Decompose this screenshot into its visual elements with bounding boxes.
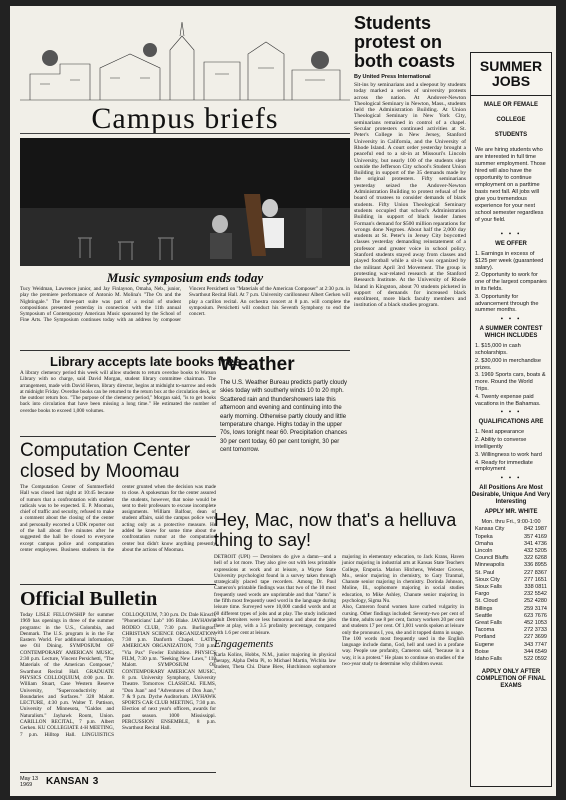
footer-paper-name: KANSAN — [46, 776, 89, 787]
summer-jobs-title: SUMMER JOBS — [471, 53, 551, 96]
city-row — [475, 613, 547, 620]
city-name: Tacoma — [475, 627, 495, 634]
musicians-photo-illustration — [20, 138, 350, 266]
city-phone: 623 7676 — [524, 612, 547, 619]
separator-dots: • • • — [500, 474, 522, 483]
city-phone: 344 6549 — [524, 648, 547, 655]
city-phone: 232 5542 — [524, 591, 547, 598]
summer-jobs-sub1: MALE OR FEMALE — [484, 102, 538, 108]
official-bulletin-body: Today LISLE FELLOWSHIP for summer 1969 has openings in three of the summer programs: in the U.S., Colombia, and Denmark. The U.S. program is in the Far Eastern World. For additional information, see Oil Dining. SYMPOSIUM OF CONTEMPORARY AMERICAN MUSIC, 2:30 p.m. Lecture, Vincent Persichetti, "The Materials of the American Composer," Swarthout Recital Hall. GRADUATE PHYSICS COLLOQUIUM, 4:00 p.m. Dr. William Stuart, Case Western Reserve University, "Superconductivity at Boundaries and Surfaces." 328 Malott. LECTURE, 4:30 p.m. Walter T. Pattison, University of Minnesota, "Galdos and Naturalism." Jayhawk Room, Union. CARILLON RECITAL, 7 p.m. Albert Gerken. KU COLLEGIATE 4-H MEETING, 7 p.m. Hilltop Hall. LINGUISTICS COLLOQUIUM, 7:30 p.m. Dr. Dale Kinsch, "Phoneticians' Lab" 106 Blake. JAYHAWK RODEO CLUB, 7:30 p.m. Burlington. CHRISTIAN SCIENCE ORGANIZATION, 7:30 p.m. Danforth Chapel. LATIN AMERICAN ORGANIZATION, 7:30 p.m. "Via Pax" Fowler Exhibition. PHYSICS FILM, 7:30 p.m. "Seeking New Laws," 118 Malott. SYMPOSIUM OF CONTEMPORARY AMERICAN MUSIC, 8 p.m. University Symphony, University Theatre. Tomorrow CLASSICAL FILMS, "Don Juan" and "Adventures of Don Juan," 7 & 9 p.m. Dyche Auditorium. JAYHAWK SPORTS CAR CLUB MEETING, 7:30 p.m. Election of next year's officers, awards for past season. 1000 Mississippi. PERCUSSION ENSEMBLE, 8 p.m. Swarthout Recital Hall. — [20, 612, 216, 738]
city-row — [475, 562, 547, 569]
summer-jobs-sub3: STUDENTS — [494, 132, 528, 138]
weather-body: The U.S. Weather Bureau predicts partly cloudy skies today with southerly winds 10 to 20 mph. Scattered rain and thundershowers late this afternoon and evening and continuing into the early morning. Otherwise partly cloudy and little temperature change. Highs today in the upper 70s, lows tonight near 60. Precipitation chances 30 per cent today, 60 per cent tonight, 30 per cent tomorrow. — [220, 380, 348, 454]
city-name: Eugene — [475, 641, 494, 648]
protest-body: Sit-ins by seminarians and a sleepout by students today marked a series of university protests across the nation. At Andover-Newton Theological Seminary in Newton, Mass., students held the Administration Building. At Union Theological Seminary in New York City, seminarians remained in control of a chapel. Secular protesters continued activities at St. Peter's College in New Jersey, Stanford University in California, and the University of Rhode Island. A court order yesterday brought a peaceful end to a sit-in at Missouri's Lincoln University, but nearly 100 of the students slept outside the Jefferson City school's Student Union Building in support of the 35 demands made by the original protesters. Fifty seminarians yesterday seized the Andover-Newton Administration Building to protest refusal of the board of trustees to consider demands of black students. Fifty Union Theological Seminary students occupied that school's Administration Building in support of black leader James Forman's demand for $500 million reparations for wrongs done Negroes. About half the 2,000 day students at St. Peter's in Jersey City boycotted classes yesterday demanding reinstatement of a professor and greater voice in school policy. Stanford students stayed away from classes and played football while a sit-in was organized by the militant April 3rd Movement. The group is protesting war-related research at the Stanford Research Institute. At the University of Rhode Island in Kingston, about 70 students picketed in support of demands for increased black enrollment, more black faculty members and institution of a black studies program. — [354, 82, 466, 309]
separator-dots: • • • — [500, 230, 522, 238]
city-name: Lincoln — [475, 547, 493, 554]
city-name: Omaha — [475, 540, 494, 547]
qualifications-list — [471, 429, 551, 473]
footer-date: May 13 1969 — [20, 775, 39, 788]
city-name: St. Cloud — [475, 598, 498, 605]
city-name: Billings — [475, 605, 493, 612]
we-offer-heading: WE OFFER — [495, 241, 527, 247]
city-phone: 277 1651 — [524, 576, 547, 583]
city-row — [475, 534, 547, 541]
campus-illustration — [20, 14, 350, 134]
offer-list — [471, 251, 551, 314]
city-name: Kansas City — [475, 526, 505, 533]
list-item: 4. Twenty expense paid vacations in the Bahamas. — [475, 393, 541, 407]
list-item: 3. Opportunity for advancement through the summer months. — [475, 293, 539, 314]
list-item: 1. $15,000 in cash scholarships. — [475, 343, 521, 356]
city-phone: 842 1987 — [524, 526, 547, 533]
city-row — [475, 642, 547, 649]
city-name: Seattle — [475, 612, 493, 619]
protest-headline: Students protest on both coasts — [354, 13, 456, 71]
library-article-body: A library clemency period this week will allow students to return overdue books to Watson Library with no charge, said David Morgan, student library committee chairman. The arrangement, made with David Heron, library director, begins at midnight to-narrow and ends at midnight Friday. Overdue books can be returned to the return box at the circulation desk, or the outdoor return box. "The purpose of the clemency period," Morgan said, "is to get books back into circulation that have been missing a long time." He estimated the number of overdue books to exceed 1,000 volumes. — [20, 370, 216, 414]
music-article-body: Tucy Weidman, Lawrence junior, and Jay Finlayson, Omaha, Neb., junior, play the premiere performance of Antonio M. Molina's "The Ox and the Nightingale." The three-part suite was part of a recital of student compositions presented yesterday in connection with the 11th annual Symposium of Contemporary American Music sponsored by the School of Fine Arts. The Symposium continues today with an address by composer Vincent Persichetti on "Materials of the American Composer" at 2:30 p.m. in Swarthout Recital Hall. At 7 p.m. University carillonneur Albert Gerken will play a carillon recital. An orchestra concert at 8 p.m. will complete the symposium. Persichetti will conduct his Seventh Symphony to end the concert. — [20, 286, 350, 324]
city-phone: 252 4280 — [524, 598, 547, 605]
list-item: 2. Ability to converse intelligently — [475, 437, 527, 450]
city-row — [475, 541, 547, 548]
divider — [20, 350, 350, 351]
divider — [20, 436, 216, 437]
city-name: Boise — [475, 648, 489, 655]
footer-page-number: 3 — [92, 776, 99, 787]
city-name: Portland — [475, 634, 496, 641]
city-row — [475, 570, 547, 577]
library-headline: Library accepts late books free — [50, 354, 242, 369]
office-hours: Mon. thru Fri., 9:00-1:00 — [481, 519, 541, 526]
list-item: 4. Ready for immediate employment — [475, 459, 533, 473]
city-row — [475, 555, 547, 562]
weather-title: Weather — [220, 354, 295, 375]
city-name: Sioux Falls — [475, 583, 502, 590]
city-phone: 357 4169 — [524, 533, 547, 540]
city-row — [475, 649, 547, 656]
contest-heading: A SUMMER CONTEST WHICH INCLUDES — [479, 326, 543, 340]
separator-dots: • • • — [500, 408, 522, 417]
masthead-title: Campus briefs — [91, 102, 279, 134]
list-item: 3. 1969 Sports cars, boats & more. Round the World Trips. — [475, 372, 546, 392]
music-headline: Music symposium ends today — [106, 270, 264, 285]
city-phone: 272 3733 — [524, 627, 547, 634]
city-row — [475, 598, 547, 605]
list-item: 1. Neat appearance — [475, 429, 525, 436]
city-row — [475, 656, 547, 663]
concert-photo — [20, 138, 350, 266]
engagements-heading: Engagements — [214, 637, 274, 650]
heymac-body-continued: Also, Cameron found women have curbed vulgarity in cursing. Other findings included: Seventy-two per cent of the time, adults use 8 per cent, factory workers 20 per cent and students 17 per cent. Of 1,001 words spoken at leisure only the pronouns I, you, she and it topped damn in usage. The 100 words most frequently used in the English language include damn, God, hell and used in a profane way. People use profanity, Cameron said, "because in a way, it is a protest." He plans to continue on studies of the two-year study to determine why children swear. — [342, 604, 464, 668]
weather-box — [220, 354, 350, 504]
city-row — [475, 634, 547, 641]
city-row — [475, 606, 547, 613]
engagements-body: Karla Kolins, Hobbs, N.M., junior majoring in physical therapy, Alpha Delta Pi, to Michael Martin, Wichita law student, Theta Chi. Diane Biew, Hutchinson sophomore majoring in elementary education, to Jack Krans, Haven junior majoring in industrial arts at Kansas State Teachers College, Emporia. Marion Hitchens, Webster Groves, Mo., senior majoring in chemistry, to Gary Tranmal, Chanute senior majoring in chemistry. Dorinda Johnson, Moline, Ill., sophomore majoring in social studies education, to Mike Ashley, Chanute senior majoring in psychology, Sigma Nu. — [214, 554, 464, 671]
divider — [20, 584, 216, 585]
newspaper-page — [10, 6, 556, 796]
contest-list — [471, 343, 551, 407]
city-phone: 259 3174 — [524, 605, 547, 612]
city-phone: 322 6268 — [524, 555, 547, 562]
heymac-article — [214, 554, 464, 786]
city-row — [475, 584, 547, 591]
heymac-headline: Hey, Mac, now that's a helluva thing to say! — [214, 510, 457, 550]
separator-dots: • • • — [500, 315, 522, 324]
summer-jobs-sub2: COLLEGE — [496, 117, 526, 123]
city-row — [475, 526, 547, 533]
city-name: Minneapolis — [475, 562, 505, 569]
official-bulletin-headline: Official Bulletin — [20, 588, 158, 610]
protest-byline: By United Press International — [354, 74, 431, 80]
city-row — [475, 627, 547, 634]
positions-note: All Positions Are Most Desirable, Unique And Very Interesting — [471, 485, 551, 506]
summer-jobs-ad — [470, 52, 552, 787]
city-name: Great Falls — [475, 619, 502, 626]
city-row — [475, 577, 547, 584]
city-name: Sioux City — [475, 576, 500, 583]
computer-center-body: The Computation Center of Summerfield Hall was closed last night at 10:45 because of rumors that a confrontation with student radicals was to be expected. E. P. Moomau, chief of traffic and security, refused to make a comment about the closing of the center and personally escorted a UDK reporter out of the hall about five minutes after he suggested the hall be closed to everyone except campus police and computation center employees. Business students in the center grunted when the decision was made to close. A spokesman for the center assured the students, however, that noise would be sent to their professors to excuse incomplete assignments. William Balfour, dean of student affairs, said the campus police were acting only as a protective measure. He added he knew for some time about the confrontation rumor at the computation center but didn't know anything presently about the actions of Moomau. — [20, 484, 216, 553]
city-name: Idaho Falls — [475, 655, 502, 662]
city-phone: 227 8367 — [524, 569, 547, 576]
qualifications-heading: QUALIFICATIONS ARE — [478, 419, 544, 426]
city-phone: 343 7747 — [524, 641, 547, 648]
apply-after-exams: APPLY ONLY AFTER COMPLETION OF FINAL EXAMS — [476, 669, 546, 690]
summer-jobs-intro: We are hiring students who are interested in full time summer employment. Those hired will also have the opportunity to continue employment on a parttime basis next fall. All jobs will give you tremendous experience for your next school semester regardless of your field. — [475, 147, 546, 223]
city-phone: 432 5205 — [524, 547, 547, 554]
city-name: St. Paul — [475, 569, 495, 576]
list-item: 3. Willingness to work hard — [475, 451, 542, 458]
city-phone-list — [471, 526, 551, 663]
city-row — [475, 620, 547, 627]
city-phone: 522 0592 — [524, 655, 547, 662]
list-item: 1. Earnings in excess of $125 per week (guaranteed salary). — [475, 251, 544, 271]
city-name: Fargo — [475, 591, 490, 598]
city-name: Topeka — [475, 533, 493, 540]
heymac-body: DETROIT (UPI) — Detroiters do give a damn—and a hell of a lot more. They also give out with less printable expressions at work and at leisure, a Wayne State University psychologist found in a survey taken through strategically placed tape recorders. Among Dr. Paul Cameron's printable findings was that two of the 10 most frequently used words are unprintable and that "damn" is the fifth most frequently used word in the language during leisure time. Surveyed were 10,000 candid words and at 60 different types of jobs and at play. The study indicated adult Detroiters were less humorous and about the jobs there at play, with a 3.5 profanity percentage, compared with 1.6 per cent at leisure. — [214, 554, 336, 636]
list-item: 2. Opportunity to work for one of the largest companies in its fields. — [475, 272, 547, 292]
computer-center-headline: Computation Center closed by Moomau — [20, 440, 191, 482]
page-footer — [20, 772, 216, 790]
city-row — [475, 548, 547, 555]
protest-article — [354, 14, 466, 514]
city-phone: 341 4736 — [524, 540, 547, 547]
city-phone: 452 1053 — [524, 619, 547, 626]
city-phone: 338 0811 — [524, 583, 547, 590]
list-item: 2. $30,000 in merchandise prizes. — [475, 357, 541, 371]
apply-contact: APPLY MR. WHITE — [484, 509, 538, 516]
city-phone: 336 8955 — [524, 562, 547, 569]
city-phone: 227 3699 — [524, 634, 547, 641]
city-row — [475, 591, 547, 598]
city-name: Council Bluffs — [475, 555, 509, 562]
